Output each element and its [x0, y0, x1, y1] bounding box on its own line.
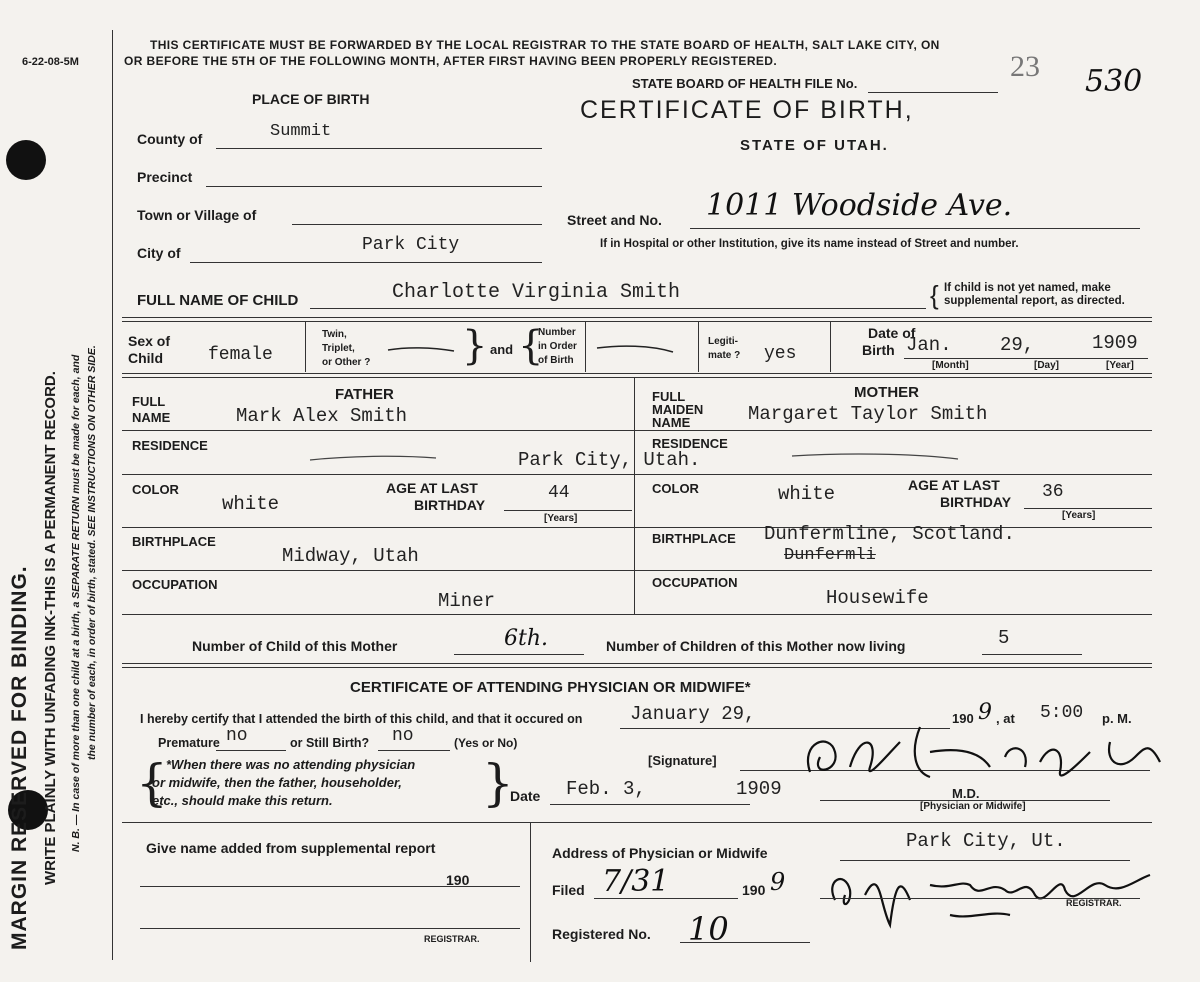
- margin-binding-text: MARGIN RESERVED FOR BINDING.: [8, 565, 31, 950]
- mother-age-label-2: BIRTHDAY: [940, 494, 1012, 510]
- file-number-line: [868, 92, 998, 93]
- physician-certify-text: I hereby certify that I attended the birth of this child, and that it occured on: [140, 712, 583, 726]
- rule-2b: [122, 377, 1152, 378]
- child-name-label: FULL NAME OF CHILD: [137, 292, 299, 309]
- order-divider: [585, 322, 586, 372]
- mother-age-label-1: AGE AT LAST: [908, 477, 1000, 493]
- father-years-caption: [Years]: [544, 513, 578, 524]
- name-note-brace: {: [930, 280, 939, 310]
- occurred-year-prefix: 190: [952, 711, 974, 726]
- child-name-line: [310, 308, 926, 309]
- sex-label-1: Sex of: [128, 333, 171, 349]
- filed-value: 7/31: [602, 864, 670, 899]
- registered-number-label: Registered No.: [552, 926, 651, 942]
- mother-full-label-2: MAIDEN: [652, 402, 704, 417]
- signature-label: [Signature]: [648, 753, 717, 768]
- hospital-note: If in Hospital or other Institution, give its name instead of Street and number.: [600, 238, 1019, 250]
- supplemental-label: Give name added from supplemental report: [146, 840, 436, 856]
- no-physician-note-1: *When there was no attending physician: [166, 757, 416, 772]
- notice-line-2: OR BEFORE THE 5TH OF THE FOLLOWING MONTH, AFTER FIRST HAVING BEEN PROPERLY REGISTERED.: [124, 54, 778, 68]
- premature-value: no: [226, 726, 248, 746]
- sign-date-label: Date: [510, 788, 541, 804]
- street-value: 1011 Woodside Ave.: [706, 188, 1013, 223]
- mother-occupation-label: OCCUPATION: [652, 575, 738, 590]
- mother-birthplace-label: BIRTHPLACE: [652, 531, 736, 546]
- sex-value: female: [208, 345, 273, 365]
- precinct-line: [206, 186, 542, 187]
- sign-date-year: 1909: [736, 778, 782, 800]
- father-heading: FATHER: [335, 386, 394, 403]
- father-residence-value: Park City, Utah.: [518, 449, 701, 471]
- child-number-label: Number of Child of this Mother: [192, 638, 398, 654]
- town-label: Town or Village of: [137, 207, 257, 223]
- still-birth-line: [378, 750, 450, 751]
- residence-line: [122, 474, 1152, 475]
- mother-occupation-value: Housewife: [826, 587, 929, 609]
- city-value: Park City: [362, 235, 460, 255]
- and-label: and: [490, 342, 514, 357]
- registered-number-value: 10: [688, 910, 729, 948]
- notice-line-1: THIS CERTIFICATE MUST BE FORWARDED BY THE LOCAL REGISTRAR TO THE STATE BOARD OF HEALTH, SALT LAKE CITY, ON: [150, 38, 940, 52]
- month-caption: [Month]: [932, 360, 969, 371]
- no-physician-note-2: or midwife, then the father, householder,: [152, 775, 402, 790]
- sign-date-line: [550, 804, 750, 805]
- occupation-line: [122, 614, 1152, 615]
- parents-divider: [634, 378, 635, 614]
- dob-label-2: Birth: [862, 342, 895, 358]
- father-residence-label: RESIDENCE: [132, 438, 208, 453]
- rule-3b: [122, 667, 1152, 668]
- physician-rule: [122, 822, 1152, 823]
- state-title: STATE OF UTAH.: [740, 137, 889, 154]
- dob-label-1: Date of: [868, 325, 916, 341]
- occurred-at: , at: [996, 711, 1015, 726]
- living-line: [982, 654, 1082, 655]
- sex-label-2: Child: [128, 350, 163, 366]
- address-value: Park City, Ut.: [906, 830, 1066, 852]
- note-brace-left: {: [136, 754, 168, 812]
- premature-line: [216, 750, 286, 751]
- occurred-pm: p. M.: [1102, 711, 1132, 726]
- residence-mark-right: [790, 450, 960, 462]
- filing-registrar-caption: REGISTRAR.: [1066, 898, 1122, 908]
- dob-month: Jan.: [906, 334, 952, 356]
- sex-divider: [305, 322, 306, 372]
- mother-birthplace-value: Dunfermline, Scotland.: [764, 523, 1015, 545]
- father-age-value: 44: [548, 483, 570, 503]
- legit-value: yes: [764, 344, 797, 364]
- physician-heading: CERTIFICATE OF ATTENDING PHYSICIAN OR MIDWIFE*: [350, 679, 751, 696]
- city-label: City of: [137, 245, 181, 261]
- father-full-label-2: NAME: [132, 410, 171, 425]
- certificate-title: CERTIFICATE OF BIRTH,: [580, 96, 914, 124]
- twin-label-2: Triplet,: [322, 343, 355, 354]
- residence-mark-left: [308, 452, 438, 464]
- father-name-value: Mark Alex Smith: [236, 405, 408, 427]
- file-number-label: STATE BOARD OF HEALTH FILE No.: [632, 76, 858, 91]
- father-age-line: [504, 510, 632, 511]
- dob-day: 29,: [1000, 334, 1035, 356]
- living-value: 5: [998, 627, 1010, 649]
- address-label: Address of Physician or Midwife: [552, 845, 768, 861]
- mother-name-line: [634, 430, 1152, 431]
- father-age-label-1: AGE AT LAST: [386, 480, 478, 496]
- mother-full-label-1: FULL: [652, 389, 686, 404]
- father-full-label-1: FULL: [132, 394, 166, 409]
- town-line: [292, 224, 542, 225]
- binding-hole-top: [6, 140, 46, 180]
- mother-age-line: [1024, 508, 1152, 509]
- mother-heading: MOTHER: [854, 384, 919, 401]
- mother-birthplace-struck: Dunfermli: [784, 546, 876, 565]
- mother-residence-label: RESIDENCE: [652, 436, 728, 451]
- county-value: Summit: [270, 122, 332, 141]
- mother-age-value: 36: [1042, 482, 1064, 502]
- margin-ink-text: WRITE PLAINLY WITH UNFADING INK-THIS IS A PERMANENT RECORD.: [42, 371, 59, 885]
- twin-dash-mark: [386, 345, 456, 355]
- order-brace: {: [518, 323, 544, 369]
- form-code: 6-22-08-5M: [22, 56, 79, 68]
- premature-label: Premature: [158, 736, 220, 750]
- physician-signature: [790, 712, 1170, 792]
- occurred-time: 5:00: [1040, 703, 1084, 723]
- dob-divider: [830, 322, 831, 372]
- dob-year: 1909: [1092, 332, 1138, 354]
- legit-label-1: Legiti-: [708, 336, 738, 347]
- occurred-year-hand: 9: [978, 700, 992, 725]
- county-line: [216, 148, 542, 149]
- father-birthplace-label: BIRTHPLACE: [132, 534, 216, 549]
- supplemental-line-2: [140, 928, 520, 929]
- still-birth-value: no: [392, 726, 414, 746]
- md-label: M.D.: [952, 786, 980, 801]
- living-label: Number of Children of this Mother now living: [606, 638, 906, 654]
- margin-nb-line-2: the number of each, in order of birth, stated. SEE INSTRUCTIONS ON OTHER SIDE.: [86, 345, 98, 760]
- birthplace-line: [122, 570, 1152, 571]
- father-occupation-label: OCCUPATION: [132, 577, 218, 592]
- father-color-value: white: [222, 493, 280, 515]
- no-physician-note-3: etc., should make this return.: [152, 793, 333, 808]
- father-birthplace-value: Midway, Utah: [282, 545, 419, 567]
- sign-date-value: Feb. 3,: [566, 778, 646, 800]
- street-line: [690, 228, 1140, 229]
- mother-name-value: Margaret Taylor Smith: [748, 403, 988, 425]
- file-number-handwritten: 530: [1085, 64, 1143, 99]
- filed-year-prefix: 190: [742, 882, 766, 898]
- supplemental-year: 190: [446, 872, 470, 888]
- supplemental-divider: [530, 822, 531, 962]
- supplemental-registrar: REGISTRAR.: [424, 934, 480, 944]
- order-label-1: Number: [538, 327, 576, 338]
- rule-3a: [122, 663, 1152, 664]
- county-label: County of: [137, 131, 203, 147]
- mother-years-caption: [Years]: [1062, 510, 1096, 521]
- still-birth-label: or Still Birth?: [290, 736, 370, 750]
- place-of-birth-heading: PLACE OF BIRTH: [252, 91, 370, 107]
- occurred-date: January 29,: [630, 703, 756, 725]
- legit-label-2: mate ?: [708, 350, 741, 361]
- note-brace-right: }: [482, 754, 514, 812]
- precinct-label: Precinct: [137, 169, 193, 185]
- form-left-border: [112, 30, 113, 960]
- legit-divider: [698, 322, 699, 372]
- year-caption: [Year]: [1106, 360, 1134, 371]
- order-label-2: in Order: [538, 341, 577, 352]
- rule-1a: [122, 317, 1152, 318]
- margin-nb-line-1: N. B. — In case of more than one child at a birth, a SEPARATE RETURN must be made for each, and: [70, 354, 82, 852]
- filed-year-hand: 9: [770, 868, 786, 896]
- child-number-line: [454, 654, 584, 655]
- mother-full-label-3: NAME: [652, 415, 691, 430]
- yes-no-hint: (Yes or No): [454, 736, 518, 750]
- child-number-value: 6th.: [504, 626, 548, 651]
- child-name-value: Charlotte Virginia Smith: [392, 281, 681, 304]
- mother-color-value: white: [778, 483, 836, 505]
- rule-1b: [122, 321, 1152, 322]
- father-occupation-value: Miner: [438, 590, 496, 612]
- file-number-stamp: 23: [1010, 50, 1040, 83]
- city-line: [190, 262, 542, 263]
- mother-color-label: COLOR: [652, 481, 699, 496]
- rule-2a: [122, 373, 1152, 374]
- father-name-line: [122, 430, 634, 431]
- order-dash-mark: [595, 342, 675, 356]
- md-caption: [Physician or Midwife]: [920, 801, 1026, 812]
- registrar-signature: [820, 855, 1160, 935]
- twin-label-1: Twin,: [322, 329, 347, 340]
- father-age-label-2: BIRTHDAY: [414, 497, 486, 513]
- father-color-label: COLOR: [132, 482, 179, 497]
- twin-brace: }: [462, 323, 488, 369]
- name-note-line-1: If child is not yet named, make: [944, 282, 1111, 294]
- day-caption: [Day]: [1034, 360, 1060, 371]
- order-label-3: of Birth: [538, 355, 574, 366]
- dob-line: [904, 358, 1148, 359]
- twin-label-3: or Other ?: [322, 357, 371, 368]
- street-label: Street and No.: [567, 212, 662, 228]
- filed-label: Filed: [552, 882, 585, 898]
- name-note-line-2: supplemental report, as directed.: [944, 295, 1125, 307]
